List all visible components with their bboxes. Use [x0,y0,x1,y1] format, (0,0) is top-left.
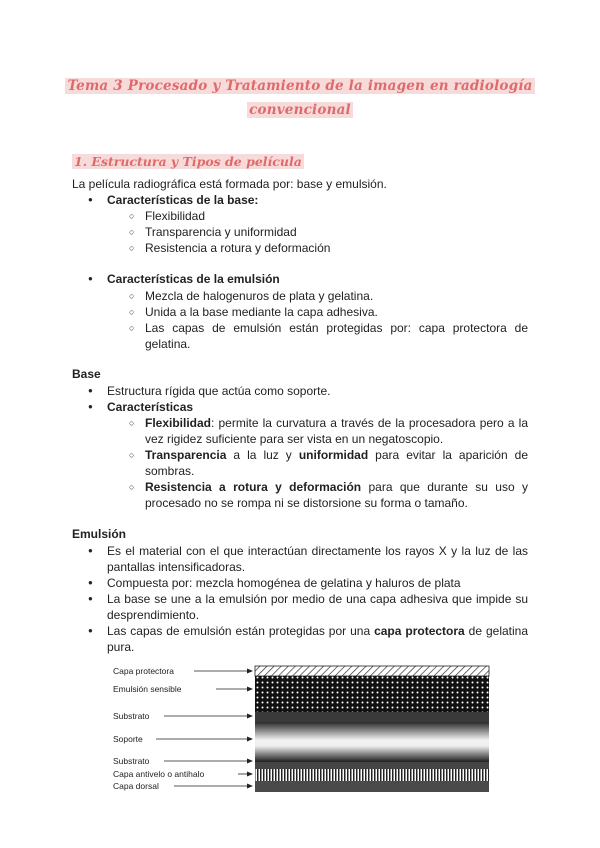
label-emulsion-sensible: Emulsión sensible [113,684,182,694]
list-item: ○ Las capas de emulsión están protegidas por: capa protectora de gelatina. [121,320,528,352]
list-item: ● Estructura rígida que actúa como soporte. [72,383,528,399]
label-capa-antivelo: Capa antivelo o antihalo [113,769,205,779]
base-heading: Base [72,367,101,381]
label-capa-protectora: Capa protectora [113,666,174,676]
label-capa-dorsal: Capa dorsal [113,781,159,791]
layer-emulsion-sensible [255,676,489,712]
list-item: ○ Resistencia a rotura y deformación [121,240,528,256]
base-characteristics-detail-list [121,415,528,511]
list-item: ● Características [72,399,528,415]
layer-capa-antivelo [255,769,489,781]
list-item: ○ Flexibilidad: permite la curvatura a través de la procesadora pero a la vez rigidez suficiente para ser vista en un negatoscopio. [121,415,528,447]
emulsion-characteristics-label: ● Características de la emulsión [72,271,528,287]
list-item: ○ Flexibilidad [121,208,528,224]
list-item: ○ Transparencia y uniformidad [121,224,528,240]
base-characteristics-label: ● Características de la base: [72,192,528,208]
label-substrato-2: Substrato [113,756,150,766]
diagram-labels [113,666,253,791]
section-heading: 1. Estructura y Tipos de película [74,154,302,169]
layer-stack [255,666,489,792]
layer-soporte [255,722,489,762]
label-soporte: Soporte [113,734,143,744]
base-list [72,383,528,415]
layer-capa-dorsal [255,781,489,792]
emulsion-characteristics-list [121,288,528,352]
layer-substrato-bottom [255,762,489,769]
list-item: ○ Mezcla de halogenuros de plata y gelatina. [121,288,528,304]
emulsion-characteristics-heading [72,271,528,287]
page-title [40,74,560,122]
list-item: ● Las capas de emulsión están protegidas por una capa protectora de gelatina pura. [72,623,528,655]
page-title-line1: Tema 3 Procesado y Tratamiento de la imagen en radiología [67,78,533,94]
list-item: ● Compuesta por: mezcla homogénea de gelatina y haluros de plata [72,575,528,591]
list-item: ● La base se une a la emulsión por medio de una capa adhesiva que impide su desprendimiento. [72,591,528,623]
list-item: ● Es el material con el que interactúan directamente los rayos X y la luz de las pantallas intensificadoras. [72,543,528,575]
page-title-line2: convencional [249,102,351,118]
intro-text: La película radiográfica está formada por: base y emulsión. [72,177,387,191]
characteristics-list [72,192,528,208]
base-characteristics-list [121,208,528,256]
layer-substrato-top [255,712,489,722]
emulsion-heading: Emulsión [72,527,127,541]
film-layers-diagram [110,660,490,795]
list-item: ○ Unida a la base mediante la capa adhesiva. [121,304,528,320]
emulsion-list [72,543,528,655]
label-substrato-1: Substrato [113,711,150,721]
list-item: ○ Resistencia a rotura y deformación para que durante su uso y procesado no se rompa ni se distorsione su forma o tamaño. [121,479,528,511]
layer-capa-protectora [255,666,489,676]
list-item: ○ Transparencia a la luz y uniformidad para evitar la aparición de sombras. [121,447,528,479]
